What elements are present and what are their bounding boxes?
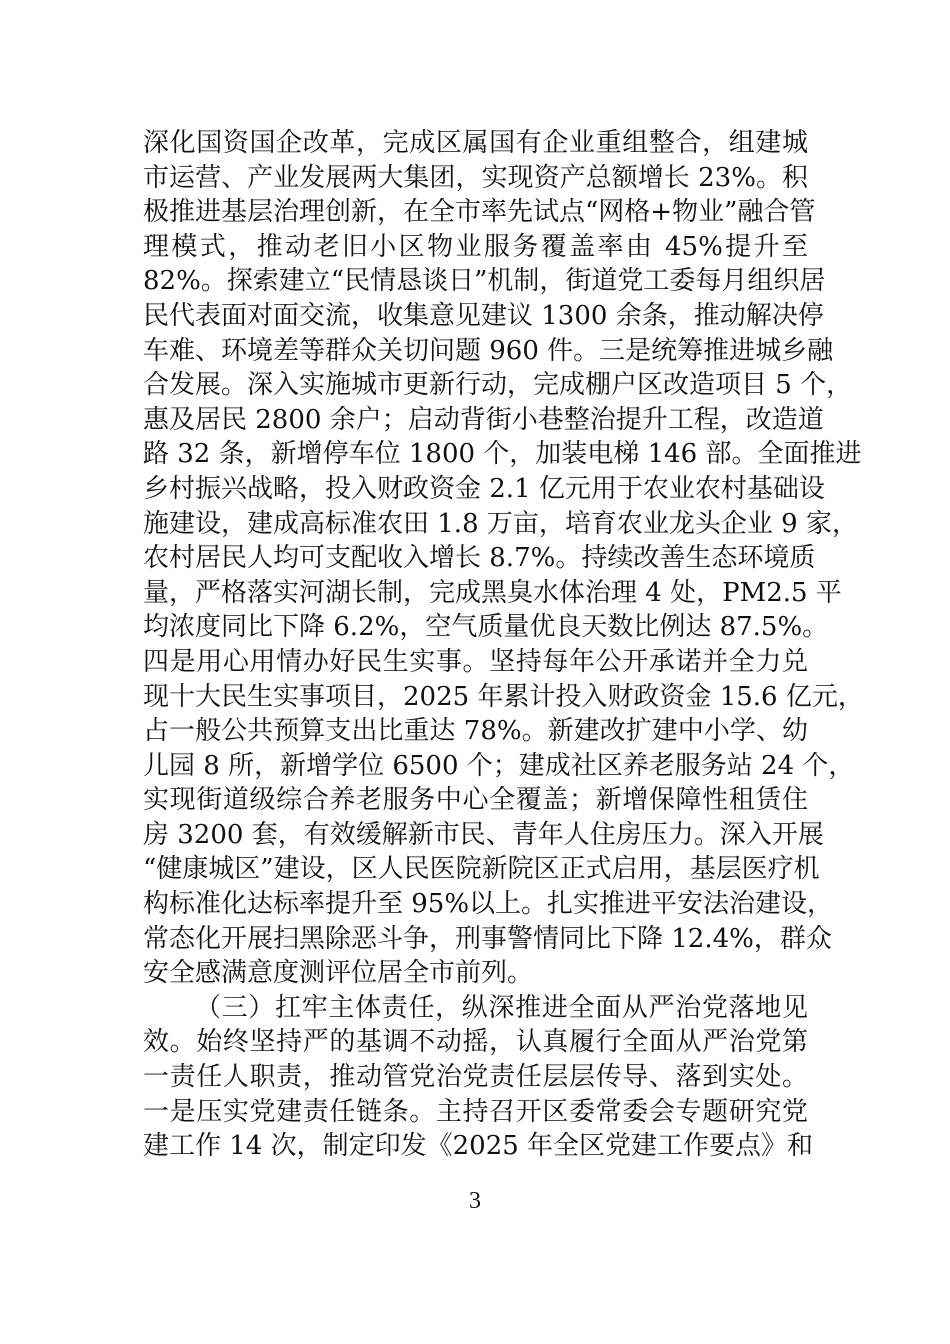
text-line: 民代表面对面交流，收集意见建议 1300 余条，推动解决停 <box>143 300 824 331</box>
text-line: 合发展。深入实施城市更新行动，完成棚户区改造项目 5 个， <box>143 370 853 401</box>
text-line: 82%。探索建立“民情恳谈日”机制，街道党工委每月组织居 <box>143 266 826 297</box>
text-line: 建工作 14 次，制定印发《2025 年全区党建工作要点》和 <box>143 1131 814 1162</box>
text-line: 构标准化达标率提升至 95%以上。扎实推进平安法治建设， <box>143 889 834 920</box>
text-line: 安全感满意度测评位居全市前列。 <box>143 958 534 989</box>
text-line: 车难、环境差等群众关切问题 960 件。三是统筹推进城乡融 <box>143 335 834 366</box>
text-line: 深化国资国企改革，完成区属国有企业重组整合，组建城 <box>143 128 808 158</box>
text-line: 施建设，建成高标准农田 1.8 万亩，培育农业龙头企业 9 家， <box>143 508 858 539</box>
text-line: 效。始终坚持严的基调不动摇，认真履行全面从严治党第 <box>143 1027 808 1058</box>
text-line: 均浓度同比下降 6.2%，空气质量优良天数比例达 87.5%。 <box>143 612 829 643</box>
body-text <box>143 126 864 1164</box>
text-line: 儿园 8 所，新增学位 6500 个；建成社区养老服务站 24 个， <box>143 750 855 781</box>
text-line: 乡村振兴战略，投入财政资金 2.1 亿元用于农业农村基础设 <box>143 473 825 504</box>
text-line: 现十大民生实事项目，2025 年累计投入财政资金 15.6 亿元， <box>143 681 864 712</box>
text-line: 市运营、产业发展两大集团，实现资产总额增长 23%。积 <box>143 162 808 193</box>
text-line: 占一般公共预算支出比重达 78%。新建改扩建中小学、幼 <box>143 716 808 747</box>
text-line: 极推进基层治理创新，在全市率先试点“网格+物业”融合管 <box>143 197 816 228</box>
text-line: “健康城区”建设，区人民医院新院区正式启用，基层医疗机 <box>143 854 820 885</box>
text-line: 常态化开展扫黑除恶斗争，刑事警情同比下降 12.4%，群众 <box>143 923 832 954</box>
text-line: 实现街道级综合养老服务中心全覆盖；新增保障性租赁住 <box>143 785 808 816</box>
text-line: 房 3200 套，有效缓解新市民、青年人住房压力。深入开展 <box>143 819 824 850</box>
text-line: 农村居民人均可支配收入增长 8.7%。持续改善生态环境质 <box>143 543 816 574</box>
text-line: 一是压实党建责任链条。主持召开区委常委会专题研究党 <box>143 1096 808 1127</box>
page-number: 3 <box>469 1188 481 1214</box>
text-line: 四是用心用情办好民生实事。坚持每年公开承诺并全力兑 <box>143 646 808 677</box>
text-line: 一责任人职责，推动管党治党责任层层传导、落到实处。 <box>143 1062 808 1093</box>
text-line: 理模式，推动老旧小区物业服务覆盖率由 45%提升至 <box>143 231 808 262</box>
text-line: 量，严格落实河湖长制，完成黑臭水体治理 4 处，PM2.5 平 <box>143 577 842 608</box>
section-heading-line: （三）扛牢主体责任，纵深推进全面从严治党落地见 <box>195 992 808 1023</box>
text-line: 惠及居民 2800 余户；启动背街小巷整治提升工程，改造道 <box>143 404 824 435</box>
text-line: 路 32 条，新增停车位 1800 个，加装电梯 146 部。全面推进 <box>143 439 862 470</box>
